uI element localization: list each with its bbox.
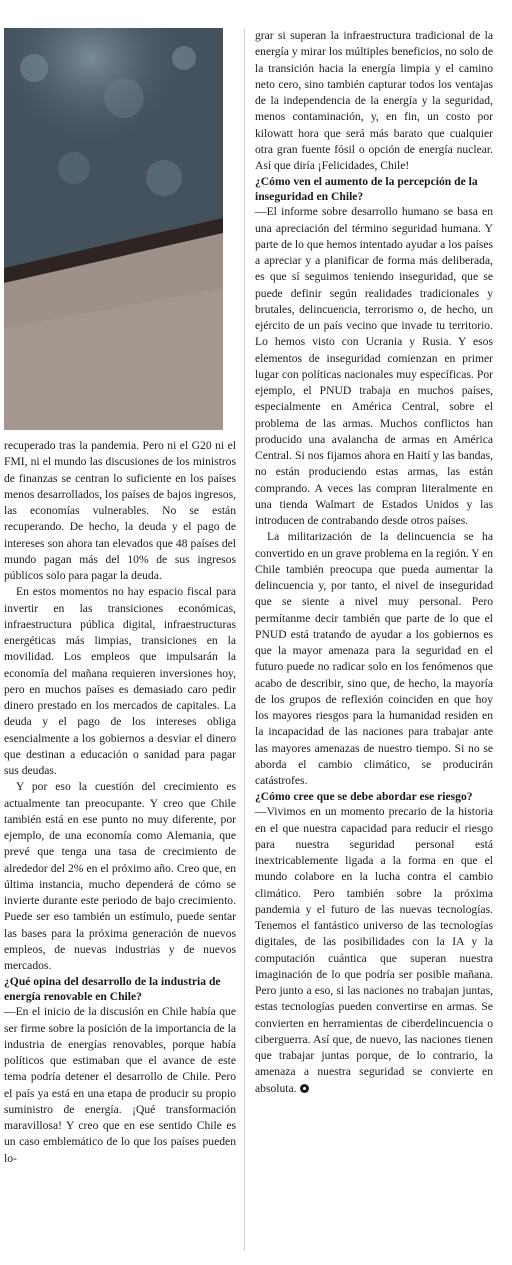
paragraph: grar si superan la infraestructura tradicional de la energía y mirar los múltiples beneficios, no solo de la transición hacia la energía limpia y el camino neto cero, sino también capturar todos los ventajas de la independencia de la energía y la seguridad, menos contaminación, y, en fin, un costo por kilowatt hora que será más barato que cualquier otra gran fuente fósil o opción de energía nuclear. Así que diría ¡Felicidades, Chile!: [255, 29, 493, 172]
interview-question: ¿Cómo cree que se debe abordar ese riesgo?: [255, 790, 473, 804]
answer-text: —Vivimos en un momento precario de la historia en el que nuestra capacidad para reducir el riesgo para nuestra seguridad personal está inextricablemente ligada a la forma en que el mundo colabore en la lucha contra el cambio climático. Pero también sobre la próxima pandemia y el futuro de las nuevas tecnologías. Tenemos el fantástico universo de las tecnologías digitales, de las posibilidades con la IA y la computación cuántica que superan nuestra imaginación de lo que podría ser posible mañana. Pero junto a eso, si las naciones no trabajan juntas, estas tecnologías pueden convertirse en armas. Se convierten en herramientas de ciberdelincuencia o ciberguerra. Así que, de nuevo, las naciones tienen que trabajar juntas porque, de lo contrario, la amenaza a nuestra seguridad se convierte en absoluta.: [255, 805, 493, 1095]
interview-answer: —En el inicio de la discusión en Chile había que ser firme sobre la posición de la importancia de la industria de energías renovables, porque había políticos que estimaban que el avance de este tema podría detener el desarrollo de Chile. Pero el país ya está en una etapa de producir su propio suministro de energía. ¡Qué transformación maravillosa! Y creo que en ese sentido Chile es un caso emblemático de lo que los países pueden lo-: [4, 1005, 236, 1165]
right-column: [255, 28, 493, 1097]
article-photo: [4, 28, 223, 430]
end-of-article-icon: [300, 1084, 309, 1093]
column-divider: [244, 28, 245, 1250]
interview-question: ¿Cómo ven el aumento de la percepción de la inseguridad en Chile?: [255, 175, 478, 204]
paragraph: Y por eso la cuestión del crecimiento es actualmente tan preocupante. Y creo que Chile también está en ese punto no muy diferente, por ejemplo, de una economía como Alemania, que prevé que tenga una tasa de crecimiento de alrededor del 2% en el próximo año. Creo que, en última instancia, mucho dependerá de cómo se invierte durante este periodo de bajo crecimiento. Puede ser eso también un estímulo, puede sentar las bases para la próxima generación de nuevos empleos, de nuevas industrias y de nuevos mercados.: [4, 780, 236, 972]
left-column: [4, 438, 236, 1167]
interview-answer: —El informe sobre desarrollo humano se basa en una apreciación del término seguridad humana. Y parte de lo que hemos intentado ayudar a los países a apreciar y a planificar de forma más deliberada, es que sí seguimos teniendo inseguridad, que se puede definir según realidades tradicionales y brutales, delincuencia, terrorismo o, de hecho, un ejército de un país vecino que invade tu territorio. Lo hemos visto con Ucrania y Rusia. Y esos elementos de inseguridad comienzan en primer lugar con políticas nacionales muy específicas. Por ejemplo, el PNUD trabaja en muchos países, especialmente en América Central, sobre el problema de las armas. Muchos conflictos han producido una avalancha de armas en América Central. Si nos fijamos ahora en Haití y las bandas, no están produciendo estas armas, las están comprando. A veces las compran literalmente en una tienda Walmart de Estados Unidos y las introducen de contrabando desde otros países.: [255, 205, 493, 527]
paragraph: En estos momentos no hay espacio fiscal para invertir en las transiciones económicas, infraestructura pública digital, infraestructuras energéticas más limpias, transiciones en la movilidad. Los empleos que impulsarán la economía del mañana requieren inversiones hoy, pero en muchos países es demasiado caro pedir dinero prestado en los mercados de capitales. La deuda y el pago de los intereses obliga esencialmente a los gobiernos a desviar el dinero que destinan a educación o sanidad para pagar sus deudas.: [4, 585, 236, 777]
interview-answer: [255, 804, 493, 1097]
photo-illustration-icon: [4, 28, 223, 430]
paragraph: La militarización de la delincuencia se ha convertido en un grave problema en la región. Y en Chile también preocupa que pueda aumentar la delincuencia y, por tanto, el nivel de inseguridad que se siente a nivel muy personal. Pero permítanme decir también que parte de lo que el PNUD está tratando de ayudar a los gobiernos es que la mayor amenaza para la seguridad en el futuro puede no radicar solo en los fenómenos que acabo de describir, sino que, de hecho, la mayoría de los grupos de reflexión coinciden en que hoy los mayores riesgos para la humanidad residen en la incapacidad de las naciones para trabajar ante las mayores amenazas de nuestro tiempo. Si no se aborda el cambio climático, se producirán catástrofes.: [255, 530, 494, 787]
paragraph: recuperado tras la pandemia. Pero ni el G20 ni el FMI, ni el mundo las discusiones de los ministros de finanzas se centran lo suficiente en los países menos desarrollados, los países de bajos ingresos, las economías vulnerables. No se están recuperando. De hecho, la deuda y el pago de intereses son ahora tan elevados que 48 países del mundo pagan más del 10% de sus ingresos públicos solo para pagar la deuda.: [4, 439, 236, 582]
interview-question: ¿Qué opina del desarrollo de la industria de energía renovable en Chile?: [4, 975, 221, 1004]
